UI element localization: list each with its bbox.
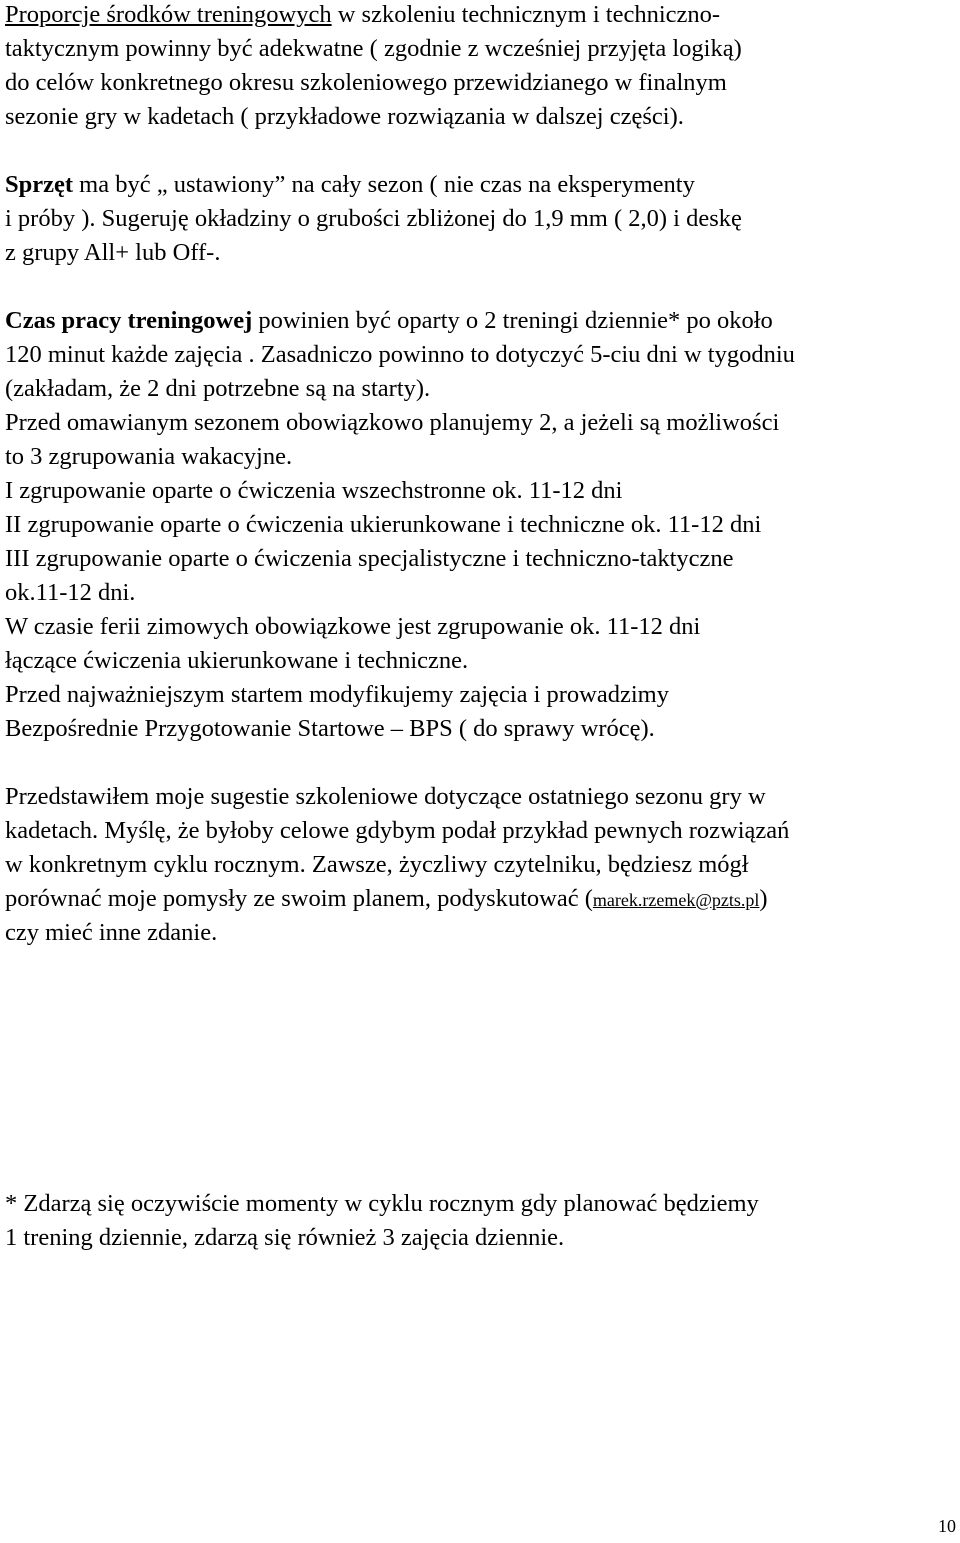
paragraph-4-line-3: w konkretnym cyklu rocznym. Zawsze, życzliwy czytelniku, będziesz mógł [5,851,749,878]
paragraph-3-line-13: Bezpośrednie Przygotowanie Startowe – BPS ( do sprawy wrócę). [5,715,655,742]
heading-sprzet: Sprzęt [5,171,74,198]
paragraph-4-line-1: Przedstawiłem moje sugestie szkoleniowe dotyczące ostatniego sezonu gry w [5,783,766,810]
paragraph-2-line-1 [5,168,695,202]
paragraph-3-line-9: ok.11-12 dni. [5,579,136,606]
paragraph-4-line-4 [5,882,768,916]
email-link[interactable]: marek.rzemek@pzts.pl [592,890,760,910]
footnote-line-1: * Zdarzą się oczywiście momenty w cyklu rocznym gdy planować będziemy [5,1190,759,1217]
paragraph-3-line-2: 120 minut każde zajęcia . Zasadniczo powinno to dotyczyć 5-ciu dni w tygodniu [5,341,795,368]
paragraph-3-line-7: II zgrupowanie oparte o ćwiczenia ukierunkowane i techniczne ok. 11-12 dni [5,511,762,538]
paragraph-3-text: powinien być oparty o 2 treningi dziennie* po około [252,307,773,334]
paragraph-4-line-2: kadetach. Myślę, że byłoby celowe gdybym podał przykład pewnych rozwiązań [5,817,790,844]
paragraph-3-line-6: I zgrupowanie oparte o ćwiczenia wszechstronne ok. 11-12 dni [5,477,623,504]
paragraph-3-line-12: Przed najważniejszym startem modyfikujemy zajęcia i prowadzimy [5,681,669,708]
paragraph-1-text: w szkoleniu technicznym i techniczno- [331,1,721,28]
paragraph-3-line-4: Przed omawianym sezonem obowiązkowo planujemy 2, a jeżeli są możliwości [5,409,780,436]
paragraph-3-line-1 [5,304,773,338]
paragraph-1-line-3: do celów konkretnego okresu szkoleniowego przewidzianego w finalnym [5,69,727,96]
page-number: 10 [938,1516,956,1536]
heading-proporcje: Proporcje środków treningowych [5,1,332,28]
paragraph-3-line-8: III zgrupowanie oparte o ćwiczenia specjalistyczne i techniczno-taktyczne [5,545,734,572]
paragraph-4-line-5: czy mieć inne zdanie. [5,919,218,946]
paragraph-2-line-2: i próby ). Sugeruję okładziny o grubości zbliżonej do 1,9 mm ( 2,0) i deskę [5,205,742,232]
footnote-line-2: 1 trening dziennie, zdarzą się również 3 zajęcia dziennie. [5,1224,565,1251]
heading-czas-pracy: Czas pracy treningowej [5,307,253,334]
paragraph-3-line-10: W czasie ferii zimowych obowiązkowe jest zgrupowanie ok. 11-12 dni [5,613,701,640]
paragraph-3-line-3: (zakładam, że 2 dni potrzebne są na starty). [5,375,431,402]
paragraph-4-text: porównać moje pomysły ze swoim planem, podyskutować ( [5,885,593,912]
paragraph-2-line-3: z grupy All+ lub Off-. [5,239,221,266]
paragraph-1-line-4: sezonie gry w kadetach ( przykładowe rozwiązania w dalszej części). [5,103,684,130]
paragraph-2-text: ma być „ ustawiony” na cały sezon ( nie czas na eksperymenty [73,171,695,198]
paragraph-1-line-1 [5,0,720,32]
paragraph-3-line-11: łączące ćwiczenia ukierunkowane i techniczne. [5,647,469,674]
paragraph-1-line-2: taktycznym powinny być adekwatne ( zgodnie z wcześniej przyjęta logiką) [5,35,742,62]
paragraph-3-line-5: to 3 zgrupowania wakacyjne. [5,443,293,470]
paragraph-4-closing-paren: ) [759,885,768,912]
